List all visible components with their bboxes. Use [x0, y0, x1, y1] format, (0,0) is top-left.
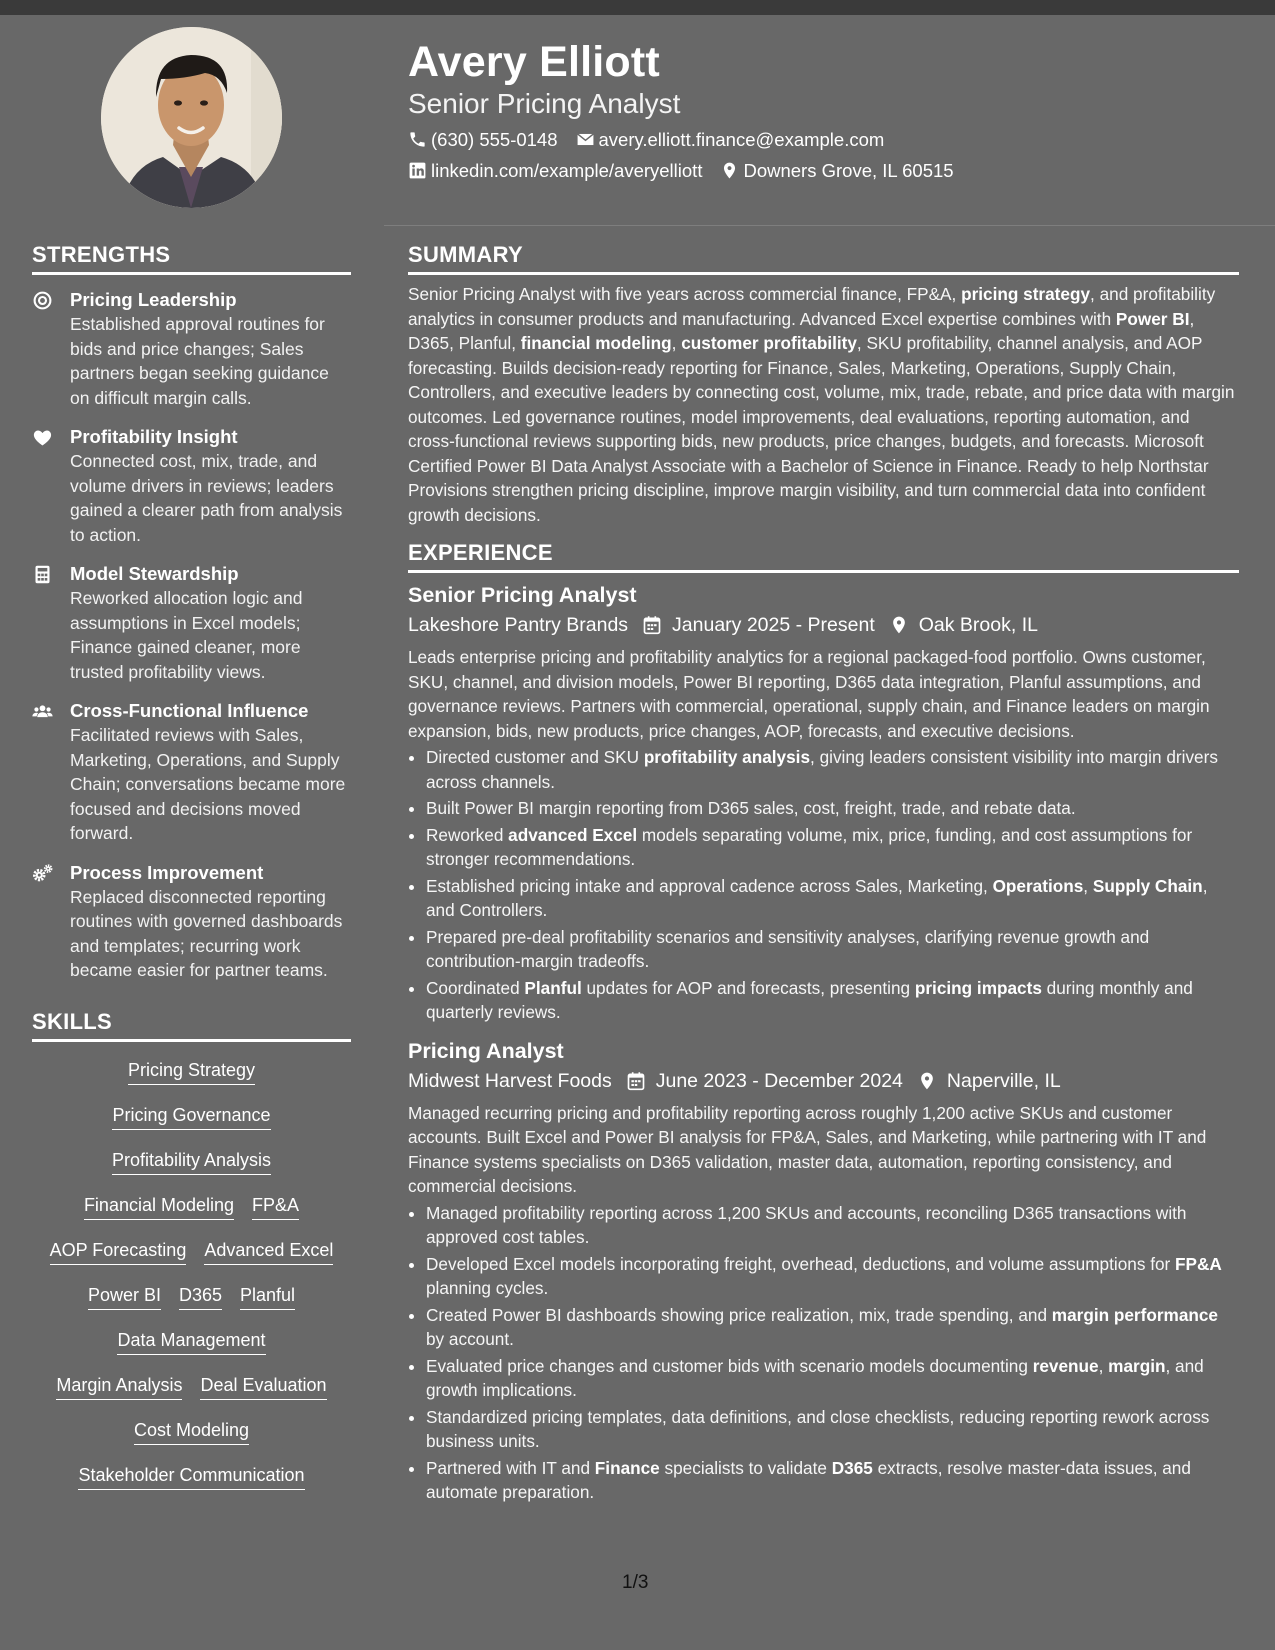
summary-text: [408, 282, 1239, 527]
job-company: Lakeshore Pantry Brands: [408, 614, 629, 636]
job-bullet: [426, 823, 1239, 872]
top-bar: [0, 0, 1275, 15]
emphasized-text: FP&A: [1175, 1253, 1222, 1274]
strength-title: Pricing Leadership: [70, 289, 237, 310]
text-run: , and Controllers.: [426, 875, 1208, 920]
linkedin-text: linkedin.com/example/averyelliott: [431, 159, 703, 181]
skill-row: [32, 1412, 351, 1457]
strength-item: [32, 425, 351, 547]
candidate-name: Avery Elliott: [408, 38, 660, 86]
skill-tag: Pricing Governance: [112, 1103, 270, 1130]
skill-row: [32, 1232, 351, 1277]
skill-tag: Deal Evaluation: [200, 1373, 326, 1400]
skill-row: [32, 1052, 351, 1097]
skill-row: [32, 1322, 351, 1367]
emphasized-text: customer profitability: [681, 333, 857, 353]
header-divider: [384, 225, 1275, 226]
job-bullet: [426, 1303, 1239, 1352]
envelope-icon: [576, 130, 595, 149]
emphasized-text: pricing strategy: [961, 284, 1091, 304]
map-pin-icon: [917, 1071, 937, 1091]
text-run: , and profitability analytics in consumer products and manufacturing. Advanced Excel expertise combines with: [408, 284, 1216, 329]
skill-tag: Advanced Excel: [204, 1238, 333, 1265]
job-bullet: [426, 1252, 1239, 1301]
job-bullets: [408, 1201, 1239, 1505]
linkedin-icon: [408, 161, 427, 180]
job-bullet: [426, 1456, 1239, 1505]
text-run: planning cycles.: [426, 1278, 549, 1298]
emphasized-text: Planful: [524, 977, 582, 998]
text-run: updates for AOP and forecasts, presenting: [581, 977, 915, 998]
job-bullet: [426, 796, 1239, 821]
text-run: Established pricing intake and approval cadence across Sales, Marketing,: [426, 875, 993, 896]
text-run: specialists to validate: [659, 1457, 832, 1478]
text-run: during monthly and quarterly reviews.: [426, 977, 1193, 1022]
job-location-text: Oak Brook, IL: [918, 614, 1038, 636]
contact-line-2: [408, 160, 1248, 182]
linkedin-contact[interactable]: [408, 160, 702, 182]
job-meta: [408, 1067, 1239, 1095]
job-entry: [408, 1037, 1239, 1505]
skill-row: [32, 1187, 351, 1232]
text-run: Created Power BI dashboards showing price realization, mix, trade spending, and: [426, 1304, 1052, 1325]
text-run: ,: [1098, 1355, 1109, 1376]
text-run: Developed Excel models incorporating freight, overhead, deductions, and volume assumptions for: [426, 1253, 1176, 1274]
skill-tag: Power BI: [88, 1283, 161, 1310]
experience-heading: EXPERIENCE: [408, 540, 1239, 573]
location-contact: [720, 160, 953, 182]
job-entry: [408, 581, 1239, 1025]
emphasized-text: D365: [831, 1457, 873, 1478]
profile-photo: [101, 27, 282, 208]
text-run: Reworked: [426, 824, 509, 845]
calculator-icon: [32, 564, 53, 585]
strength-item: [32, 699, 351, 846]
calendar-icon: [626, 1071, 646, 1091]
email-contact[interactable]: [576, 129, 885, 151]
strength-title: Process Improvement: [70, 861, 264, 883]
resume-header: [408, 40, 1248, 182]
strengths-list: [32, 288, 351, 983]
emphasized-text: financial modeling: [520, 333, 672, 353]
text-run: Partnered with IT and: [426, 1457, 595, 1478]
strength-item: [32, 288, 351, 410]
strength-description: Replaced disconnected reporting routines with governed dashboards and templates; recurring work became easier for partner teams.: [70, 886, 343, 980]
skill-row: [32, 1142, 351, 1187]
emphasized-text: Operations: [992, 875, 1084, 896]
strength-description: Facilitated reviews with Sales, Marketing, Operations, and Supply Chain; conversations became more focused and decisions moved forward.: [70, 725, 346, 843]
text-run: extracts, resolve master-data issues, and automate preparation.: [426, 1457, 1191, 1502]
job-bullet: [426, 1201, 1239, 1250]
skill-row: [32, 1457, 351, 1502]
text-run: Prepared pre-deal profitability scenarios and sensitivity analyses, clarifying revenue growth and contribution-margin tradeoffs.: [426, 926, 1150, 971]
text-run: Built Power BI margin reporting from D365 sales, cost, freight, trade, and rebate data.: [426, 798, 1076, 818]
strength-description: Reworked allocation logic and assumptions in Excel models; Finance gained cleaner, more trusted profitability views.: [70, 588, 303, 682]
strength-title: Model Stewardship: [70, 563, 239, 584]
text-run: Evaluated price changes and customer bids with scenario models documenting: [426, 1355, 1033, 1376]
job-bullet: [426, 925, 1239, 974]
strength-description: Established approval routines for bids and price changes; Sales partners began seeking guidance on difficult margin calls.: [70, 314, 329, 408]
job-bullet: [426, 745, 1239, 794]
email-text: avery.elliott.finance@example.com: [598, 128, 885, 150]
job-dates: [642, 611, 875, 639]
text-run: ,: [671, 333, 682, 353]
skill-tag: FP&A: [252, 1193, 299, 1220]
strength-description: Connected cost, mix, trade, and volume drivers in reviews; leaders gained a clearer path from analysis to action.: [70, 451, 343, 545]
skill-tag: D365: [179, 1283, 222, 1310]
text-run: , giving leaders consistent visibility into margin drivers across channels.: [426, 747, 1218, 792]
text-run: Managed profitability reporting across 1,200 SKUs and accounts, reconciling D365 transactions with approved cost tables.: [426, 1202, 1187, 1247]
skill-tag: Profitability Analysis: [112, 1148, 271, 1175]
strength-title: Profitability Insight: [70, 426, 238, 447]
job-location-text: Naperville, IL: [946, 1069, 1061, 1092]
text-run: Standardized pricing templates, data definitions, and close checklists, reducing reporting rework across business units.: [426, 1406, 1210, 1451]
skill-tag: Pricing Strategy: [128, 1058, 255, 1085]
heart-icon: [32, 427, 53, 448]
skill-tag: Planful: [240, 1283, 295, 1310]
job-company: Midwest Harvest Foods: [408, 1069, 612, 1092]
skill-tag: Margin Analysis: [56, 1373, 182, 1400]
job-title: Pricing Analyst: [408, 1038, 564, 1063]
main-column: [408, 242, 1239, 1507]
gears-icon: [32, 863, 53, 884]
emphasized-text: margin performance: [1051, 1304, 1218, 1325]
text-run: ,: [1083, 875, 1093, 896]
job-title: Senior Pricing Analyst: [408, 583, 637, 607]
map-pin-icon: [720, 161, 739, 180]
target-icon: [32, 290, 53, 311]
contact-line-1: [408, 129, 1248, 151]
job-bullets: [408, 745, 1239, 1025]
map-pin-icon: [889, 615, 909, 635]
strength-item: [32, 562, 351, 684]
job-bullet: [426, 976, 1239, 1025]
job-bullet: [426, 1354, 1239, 1403]
emphasized-text: revenue: [1032, 1355, 1099, 1376]
job-bullet: [426, 1405, 1239, 1454]
job-meta: [408, 611, 1239, 639]
emphasized-text: Supply Chain: [1092, 875, 1203, 896]
skill-tag: Cost Modeling: [134, 1418, 249, 1445]
emphasized-text: pricing impacts: [914, 977, 1042, 998]
skill-tag: AOP Forecasting: [50, 1238, 187, 1265]
phone-contact[interactable]: [408, 129, 558, 151]
skills-list: [32, 1052, 351, 1502]
summary-heading: SUMMARY: [408, 242, 1239, 275]
text-run: models separating volume, mix, price, funding, and cost assumptions for stronger recommendations.: [426, 824, 1193, 869]
text-run: Directed customer and SKU: [426, 747, 644, 767]
strengths-heading: STRENGTHS: [32, 242, 351, 275]
emphasized-text: Power BI: [1115, 308, 1190, 329]
skill-tag: Data Management: [117, 1328, 265, 1355]
skill-row: [32, 1097, 351, 1142]
skill-row: [32, 1277, 351, 1322]
text-run: by account.: [426, 1329, 514, 1349]
text-run: Coordinated: [426, 977, 525, 998]
skill-row: [32, 1367, 351, 1412]
users-icon: [32, 701, 53, 722]
page-number: 1/3: [622, 1572, 649, 1593]
skill-tag: Stakeholder Communication: [78, 1463, 304, 1490]
emphasized-text: Finance: [594, 1457, 660, 1478]
job-description: Managed recurring pricing and profitability reporting across roughly 1,200 active SKUs and customer accounts. Built Excel and Power BI analysis for FP&A, Sales, and Marketing, while partnering with IT and Finance systems specialists on D365 validation, master data, automation, reporting consistency, and commercial decisions.: [408, 1102, 1207, 1196]
phone-icon: [408, 130, 427, 149]
text-run: , SKU profitability, channel analysis, and AOP forecasting. Builds decision-ready reporting for Finance, Sales, Marketing, Operations, Supply Chain, Controllers, and executive leaders by connecting cost, volume, mix, trade, rebate, and price data with margin outcomes. Led governance routines, model improvements, deal evaluations, reporting automation, and cross-functional reviews supporting bids, new products, price changes, budgets, and forecasts. Microsoft Certified Power BI Data Analyst Associate with a Bachelor of Science in Finance. Ready to help Northstar Provisions strengthen pricing discipline, improve margin visibility, and turn commercial data into confident growth decisions.: [408, 333, 1235, 525]
job-dates-text: January 2025 - Present: [672, 614, 875, 636]
job-location: [917, 1067, 1061, 1095]
emphasized-text: profitability analysis: [643, 747, 811, 767]
sidebar: [32, 242, 351, 1502]
strength-item: [32, 861, 351, 983]
phone-text: (630) 555-0148: [431, 128, 558, 150]
candidate-title: Senior Pricing Analyst: [408, 88, 681, 120]
job-bullet: [426, 874, 1239, 923]
calendar-icon: [642, 615, 662, 635]
emphasized-text: margin: [1108, 1355, 1166, 1376]
location-text: Downers Grove, IL 60515: [743, 159, 954, 181]
job-description: Leads enterprise pricing and profitability analytics for a regional packaged-food portfolio. Owns customer, SKU, channel, and division models, Power BI reporting, D365 data integration, Planful assumptions, and governance reviews. Partners with commercial, operational, supply chain, and Finance leaders on margin expansion, bids, new products, price changes, AOP, forecasts, and executive decisions.: [408, 647, 1210, 741]
emphasized-text: advanced Excel: [508, 824, 638, 845]
strength-title: Cross-Functional Influence: [70, 700, 309, 721]
text-run: , and growth implications.: [426, 1355, 1204, 1400]
job-dates-text: June 2023 - December 2024: [655, 1069, 903, 1092]
text-run: , D365, Planful,: [408, 308, 1195, 353]
text-run: Senior Pricing Analyst with five years across commercial finance, FP&A,: [408, 284, 962, 304]
skills-heading: SKILLS: [32, 1009, 351, 1042]
skill-tag: Financial Modeling: [84, 1193, 234, 1220]
job-location: [889, 611, 1038, 639]
job-dates: [626, 1067, 903, 1095]
